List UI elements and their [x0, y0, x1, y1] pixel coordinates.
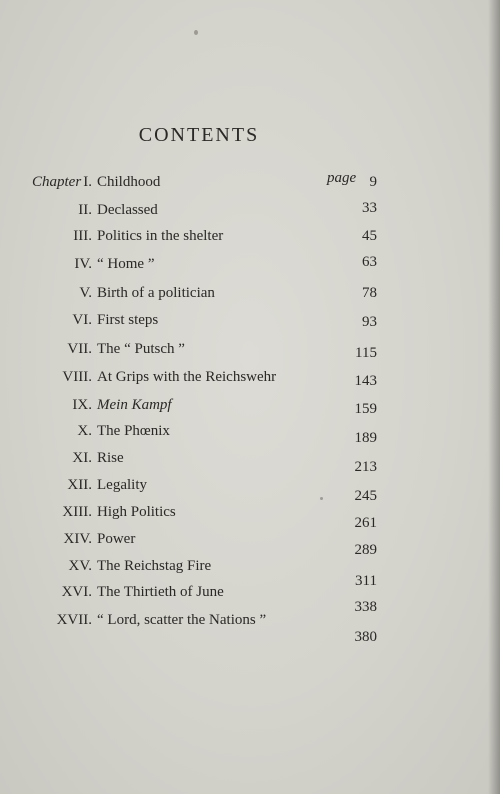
chapter-number: XII.	[67, 477, 92, 493]
chapter-number: IX.	[72, 397, 92, 413]
chapter-number: XVII.	[56, 612, 92, 628]
page-number: 9	[369, 174, 377, 190]
chapter-number: III.	[73, 228, 92, 244]
chapter-number: XI.	[72, 450, 92, 466]
chapter-number: VII.	[67, 341, 92, 357]
chapter-title: Childhood	[97, 174, 161, 190]
chapter-number: VIII.	[62, 369, 92, 385]
chapter-title: Legality	[97, 477, 147, 493]
chapter-title: Politics in the shelter	[97, 228, 224, 244]
chapter-number: VI.	[72, 312, 92, 328]
chapter-number: X.	[77, 423, 92, 439]
chapter-title: “ Home ”	[97, 256, 155, 272]
page-number: 45	[362, 228, 377, 244]
chapter-number: IV.	[74, 256, 92, 272]
page-number: 115	[355, 345, 377, 361]
chapter-title: Mein Kampf	[97, 397, 172, 413]
chapter-title: Power	[97, 531, 136, 547]
chapter-number: XIII.	[62, 504, 92, 520]
chapter-title: Declassed	[97, 202, 158, 218]
page-number: 261	[354, 515, 377, 531]
page-number: 338	[354, 599, 377, 615]
chapter-title: Rise	[97, 450, 124, 466]
chapter-number: I.	[83, 174, 92, 190]
chapter-number: XVI.	[61, 584, 92, 600]
chapter-title: “ Lord, scatter the Nations ”	[97, 612, 267, 628]
page-edge-shadow	[488, 0, 500, 794]
page-number: 78	[362, 285, 377, 301]
page-number: 245	[354, 488, 377, 504]
page-label: page	[327, 170, 357, 186]
page-number: 33	[362, 200, 377, 216]
chapter-title: Birth of a politician	[97, 285, 215, 301]
chapter-number: XIV.	[63, 531, 92, 547]
chapter-title: High Politics	[97, 504, 176, 520]
chapter-title: The Thirtieth of June	[97, 584, 224, 600]
contents-heading: CONTENTS	[138, 124, 260, 146]
chapter-title: The Reichstag Fire	[97, 558, 212, 574]
chapter-title: The “ Putsch ”	[97, 341, 185, 357]
paper-speck	[194, 30, 198, 35]
page-number: 311	[355, 573, 377, 589]
page-number: 380	[354, 629, 377, 645]
chapter-number: XV.	[68, 558, 92, 574]
page-number: 93	[362, 314, 377, 330]
chapter-number: II.	[78, 202, 92, 218]
chapter-number: V.	[79, 285, 92, 301]
page-number: 213	[354, 459, 377, 475]
page-number: 189	[354, 430, 377, 446]
page-number: 289	[354, 542, 377, 558]
chapter-title: At Grips with the Reichswehr	[97, 369, 277, 385]
chapter-title: First steps	[97, 312, 159, 328]
chapter-label: Chapter	[32, 174, 82, 190]
page-number: 143	[354, 373, 377, 389]
page-number: 159	[354, 401, 377, 417]
chapter-title: The Phœnix	[97, 423, 170, 439]
page-number: 63	[362, 254, 377, 270]
